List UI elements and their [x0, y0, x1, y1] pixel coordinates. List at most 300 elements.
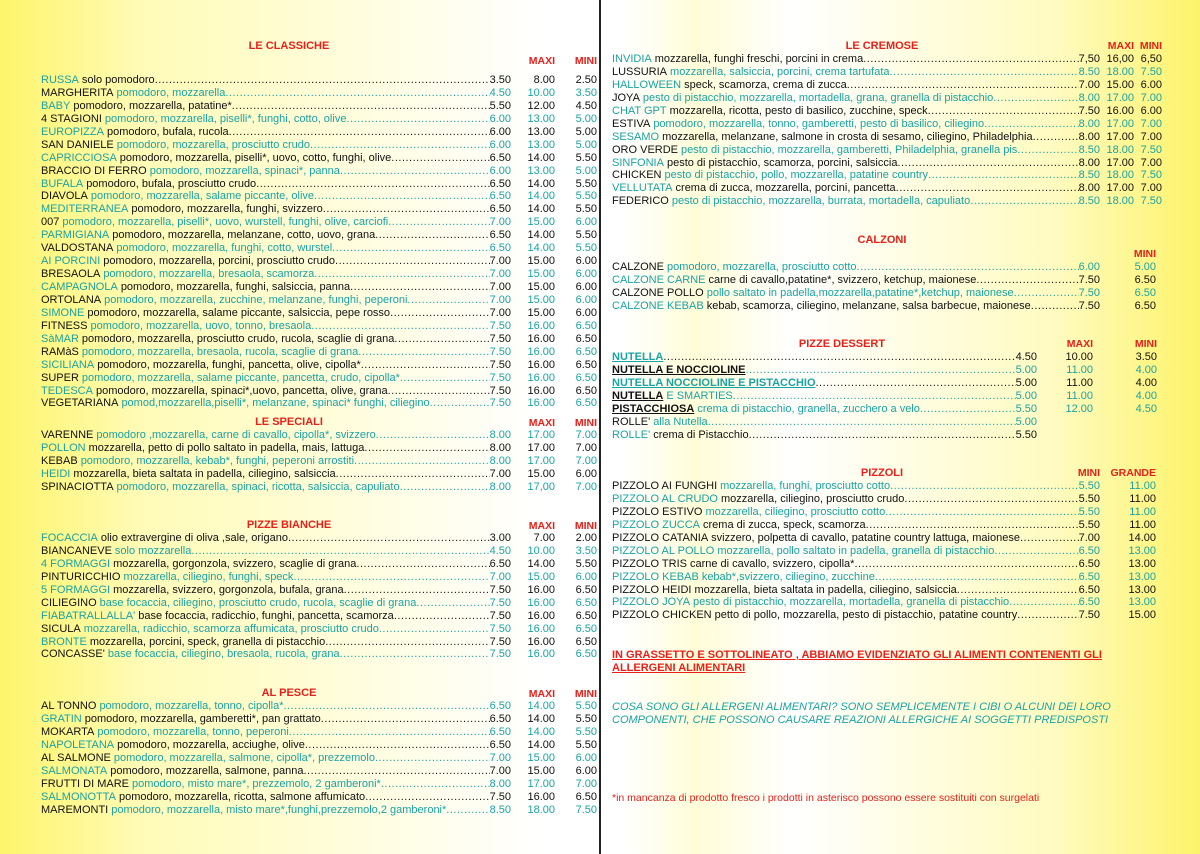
menu-item[interactable] [612, 584, 1156, 597]
menu-item[interactable] [41, 281, 597, 294]
item-description: mozzarella, svizzero, gorgonzola, bufala, grana [113, 583, 344, 596]
menu-item[interactable] [612, 157, 1162, 170]
item-price-mini: 6.50 [575, 609, 597, 622]
item-name: CONCASSE' [41, 648, 105, 661]
item-price-mini: 6.50 [575, 358, 597, 371]
item-main [41, 359, 511, 372]
item-price-mini: 5.50 [575, 177, 597, 190]
item-price-maxi: 12.00 [527, 99, 555, 112]
item-price: 7.00 [489, 293, 511, 306]
leader-dots [400, 372, 490, 385]
item-main [41, 100, 511, 113]
item-price-maxi: 14.00 [527, 557, 555, 570]
menu-item[interactable] [41, 545, 597, 558]
item-description: pomodoro, mozzarella, porcini, prosciutto crudo [103, 255, 336, 268]
item-main [612, 195, 1100, 208]
item-price-maxi: 13.00 [527, 112, 555, 125]
section-title: LE CREMOSE [845, 40, 919, 52]
item-price-grande: 11.00 [1129, 492, 1156, 505]
menu-item[interactable] [41, 791, 597, 804]
menu-item[interactable] [41, 359, 597, 372]
menu-item[interactable] [612, 300, 1156, 313]
section-title: AL PESCE [261, 687, 317, 699]
item-description: pomodoro, mozzarella, prosciutto cotto [666, 261, 857, 273]
menu-item[interactable] [612, 79, 1162, 92]
item-description: mozzarella, gorgonzola, svizzero, scaglie di grana [113, 557, 357, 570]
item-name: NUTELLA NOCCIOLINE E PISTACCHIO [612, 376, 816, 389]
item-description: pomodoro, mozzarella, gamberetti*, pan grattato [84, 712, 321, 725]
item-price: 5.00 [1015, 389, 1037, 402]
leader-dots [364, 442, 489, 455]
item-main [41, 713, 511, 726]
item-description: pomodoro, mozzarella, salame piccante, olive [90, 190, 315, 203]
menu-item[interactable] [41, 532, 597, 545]
leader-dots [350, 281, 489, 294]
item-price: 7.50 [489, 332, 511, 345]
item-list [41, 700, 597, 816]
item-description: mozzarella, funghi freschi, porcini in crema [654, 53, 864, 65]
menu-item[interactable] [41, 113, 597, 126]
column-header-mini: MINI [574, 688, 597, 700]
section-title: PIZZE BIANCHE [246, 519, 332, 531]
item-price-mini: 6.00 [1140, 104, 1162, 117]
item-name: CHICKEN [612, 169, 662, 182]
item-main [612, 274, 1100, 287]
item-main [41, 74, 511, 87]
leader-dots [920, 403, 1016, 416]
menu-item[interactable] [41, 268, 597, 281]
item-price-maxi: 17.00 [527, 429, 555, 441]
item-name: NUTELLA E NOCCIOLINE [612, 363, 746, 376]
item-price: 7.50 [1078, 286, 1100, 299]
menu-item[interactable] [41, 165, 597, 178]
menu-item[interactable] [612, 429, 1157, 442]
menu-item[interactable] [41, 216, 597, 229]
item-description: base focaccia, radicchio, funghi, pancetta, scamorza [138, 609, 394, 622]
item-price: 7.00 [489, 281, 511, 293]
item-price-mini: 6.50 [1134, 286, 1156, 299]
item-price-mini: 7.50 [1140, 169, 1162, 182]
item-main [41, 804, 511, 817]
item-name: NUTELLA [612, 389, 664, 402]
menu-item[interactable] [41, 481, 597, 494]
item-name: PIZZOLO AI FUNGHI [612, 480, 718, 492]
menu-item[interactable] [612, 390, 1157, 403]
leader-dots [314, 190, 490, 203]
menu-item[interactable] [41, 558, 597, 571]
item-description: pomodoro, mozzarella, salame piccante, pancetta, crudo, cipolla* [81, 371, 400, 384]
menu-item[interactable] [612, 131, 1162, 144]
item-price-maxi: 16,00 [1106, 53, 1134, 65]
menu-item[interactable] [612, 364, 1157, 377]
item-price-mini: 6.50 [575, 332, 597, 345]
item-price-mini: 3.50 [575, 86, 597, 99]
menu-item[interactable] [612, 545, 1156, 558]
menu-item[interactable] [41, 610, 597, 623]
item-name: PIZZOLO TRIS [612, 557, 687, 570]
menu-item[interactable] [41, 468, 597, 481]
item-main [612, 144, 1100, 157]
column-header-maxi: MAXI [528, 688, 555, 700]
menu-item[interactable] [612, 274, 1156, 287]
leader-dots [390, 307, 490, 320]
item-main [612, 79, 1100, 92]
item-price-maxi: 16.00 [1106, 104, 1134, 117]
item-price: 4.50 [489, 86, 511, 99]
menu-item[interactable] [612, 66, 1162, 79]
item-main [41, 397, 511, 410]
item-main [41, 623, 511, 636]
item-name: ORO VERDE [612, 143, 679, 156]
leader-dots [310, 139, 490, 152]
item-price-mini: 5.00 [1134, 261, 1156, 273]
menu-item[interactable] [41, 87, 597, 100]
item-name: PIZZOLO CATANIA [612, 531, 709, 544]
item-main [612, 506, 1100, 519]
item-name: PIZZOLO AL POLLO [612, 544, 715, 557]
item-main [612, 609, 1100, 622]
item-price-mini: 2.50 [575, 74, 597, 86]
menu-item[interactable] [612, 609, 1156, 622]
item-price-mini: 4.50 [575, 99, 597, 112]
item-main [612, 493, 1100, 506]
leader-dots [394, 610, 490, 623]
column-header-maxi: MAXI [528, 520, 555, 532]
item-name: FIABATRALLALLA' [41, 609, 136, 622]
item-price: 4.50 [1015, 351, 1037, 363]
menu-item[interactable] [41, 307, 597, 320]
item-description: pomodoro, mozzarella, spinaci, ricotta, salsiccia, capuliato [116, 480, 400, 493]
item-description: pomodoro, mozzarella, salame piccante, salsiccia, pepe rosso [87, 306, 391, 319]
item-main [41, 216, 511, 229]
item-price: 6.50 [489, 177, 511, 190]
item-price-maxi: 14.00 [527, 229, 555, 242]
menu-item[interactable] [41, 126, 597, 139]
leader-dots [897, 157, 1078, 170]
item-price-maxi: 14.00 [527, 151, 555, 164]
leader-dots [365, 791, 489, 804]
item-name: FRUTTI DI MARE [41, 777, 129, 790]
item-price-maxi: 7.00 [533, 532, 555, 544]
menu-item[interactable] [612, 195, 1162, 208]
item-description: pomodoro, mozzarella, kebab*, funghi, peperoni arrostiti [80, 454, 355, 467]
column-header-mini: MINI [1139, 40, 1162, 52]
menu-item[interactable] [612, 519, 1156, 532]
menu-item[interactable] [41, 597, 597, 610]
item-list [612, 351, 1157, 442]
menu-item[interactable] [612, 480, 1156, 493]
item-name: PIZZOLO AL CRUDO [612, 492, 718, 505]
menu-item[interactable] [41, 571, 597, 584]
item-name: BABY [41, 99, 71, 112]
item-price-mini: 6.00 [575, 467, 597, 480]
page-divider [599, 0, 601, 854]
item-name: CALZONE POLLO [612, 286, 704, 299]
menu-item[interactable] [41, 100, 597, 113]
item-description: mozzarella, pollo saltato in padella, granella di pistacchio [717, 544, 995, 557]
menu-item[interactable] [41, 372, 597, 385]
item-price-maxi: 11.00 [1066, 376, 1093, 389]
item-description: mozzarella, ciliegino, funghi, speck [123, 570, 294, 583]
item-price-maxi: 16.00 [527, 596, 555, 609]
item-name: RAMàS [41, 345, 79, 358]
menu-item[interactable] [612, 403, 1157, 416]
item-list [612, 53, 1162, 208]
menu-item[interactable] [41, 203, 597, 216]
menu-item[interactable] [41, 584, 597, 597]
menu-item[interactable] [41, 320, 597, 333]
column-header-maxi: MAXI [1066, 338, 1093, 350]
menu-item[interactable] [41, 385, 597, 398]
menu-item[interactable] [41, 294, 597, 307]
menu-item[interactable] [612, 571, 1156, 584]
menu-item[interactable] [612, 596, 1156, 609]
menu-item[interactable] [41, 804, 597, 817]
item-price-maxi: 15.00 [527, 281, 555, 293]
item-price-mini: 6.00 [575, 306, 597, 319]
item-price-mini: 6,50 [1140, 53, 1162, 65]
item-main [612, 596, 1100, 609]
item-price: 7.50 [489, 345, 511, 358]
menu-item[interactable] [41, 242, 597, 255]
item-description: pomodoro, mozzarella, piselli*, uovo, cotto, funghi, olive [119, 151, 392, 164]
item-main [41, 203, 511, 216]
item-price-maxi: 18.00 [1106, 65, 1134, 78]
item-price-maxi: 10.00 [527, 544, 555, 557]
item-description: pomodoro, mozzarella [116, 86, 226, 99]
item-price: 7.50 [489, 583, 511, 596]
menu-item[interactable] [41, 397, 597, 410]
menu-item[interactable] [41, 752, 597, 765]
item-price-maxi: 15.00 [527, 751, 555, 764]
menu-item[interactable] [612, 506, 1156, 519]
item-description: solo pomodoro [81, 74, 155, 86]
item-description: pomodoro, mozzarella, prosciutto crudo [116, 138, 310, 151]
menu-item[interactable] [41, 74, 597, 87]
item-price: 7.50 [489, 635, 511, 648]
menu-item[interactable] [612, 92, 1162, 105]
leader-dots [1017, 609, 1078, 622]
leader-dots [875, 571, 1079, 584]
item-name: SAN DANIELE [41, 138, 114, 151]
item-price-grande: 15.00 [1128, 609, 1156, 622]
item-main [41, 190, 511, 203]
item-price-mini: 6.00 [575, 216, 597, 229]
item-main [41, 229, 511, 242]
item-description: pomodoro, mozzarella, acciughe, olive [117, 738, 305, 751]
item-description: speck, scamorza, crema di zucca [684, 78, 847, 91]
item-price-mini: 6.00 [575, 293, 597, 306]
item-price-maxi: 13.00 [527, 164, 555, 177]
item-price: 3.50 [489, 74, 511, 86]
menu-item[interactable] [41, 139, 597, 152]
item-description: pomodoro, mozzarella, funghi, salsiccia, panna [120, 281, 351, 293]
menu-item[interactable] [612, 287, 1156, 300]
menu-item[interactable] [41, 442, 597, 455]
item-price-mini: 6.00 [575, 764, 597, 777]
item-price-mini: 5.00 [575, 138, 597, 151]
item-price-maxi: 14.00 [527, 738, 555, 751]
item-price-maxi: 17.00 [527, 441, 555, 454]
item-price: 8.00 [489, 441, 511, 454]
menu-item[interactable] [41, 429, 597, 442]
item-price-mini: 5.00 [575, 112, 597, 125]
item-description: pomodoro, mozzarella, patatine* [73, 99, 232, 112]
section-title: PIZZE DESSERT [798, 338, 886, 350]
leader-dots [379, 623, 490, 636]
menu-item[interactable] [41, 255, 597, 268]
item-main [41, 558, 511, 571]
item-price-mini: 5.50 [575, 151, 597, 164]
menu-item[interactable] [612, 144, 1162, 157]
menu-item[interactable] [41, 700, 597, 713]
item-price-mini: 4.00 [1135, 389, 1157, 402]
menu-item[interactable] [612, 105, 1162, 118]
item-price: 7.50 [489, 622, 511, 635]
item-price: 7.00 [1078, 531, 1100, 544]
item-price: 7.00 [489, 467, 511, 480]
item-description: mozzarella, salsiccia, porcini, crema tartufata [670, 65, 890, 78]
menu-item[interactable] [41, 648, 597, 661]
item-price-mini: 6.00 [575, 281, 597, 293]
item-price: 6.50 [1078, 583, 1100, 596]
leader-dots [376, 429, 490, 442]
menu-item[interactable] [41, 778, 597, 791]
item-price: 7.00 [489, 268, 511, 281]
leader-dots [283, 700, 489, 713]
item-price: 8.50 [1078, 169, 1100, 182]
item-description: petto di pollo, mozzarella, pesto di pistacchio, patatine country [714, 609, 1018, 622]
item-name: SALMONOTTA [41, 790, 116, 803]
menu-item[interactable] [41, 346, 597, 359]
item-price-maxi: 11.00 [1066, 363, 1093, 376]
menu-item[interactable] [41, 726, 597, 739]
item-name: TEDESCA [41, 384, 93, 397]
leader-dots [191, 545, 489, 558]
leader-dots [311, 320, 489, 333]
item-main [41, 791, 511, 804]
item-price-mini: 5.50 [575, 190, 597, 203]
menu-item[interactable] [612, 532, 1156, 545]
item-price: 8.00 [489, 777, 511, 790]
leader-dots [1033, 131, 1079, 144]
item-price: 7,50 [1078, 53, 1100, 65]
item-price-mini: 6.00 [575, 570, 597, 583]
menu-item[interactable] [41, 152, 597, 165]
menu-item[interactable] [612, 351, 1157, 364]
item-description: crema di pistacchio, granella, zucchero a velo [697, 402, 920, 415]
leader-dots [1031, 300, 1079, 313]
item-price: 7.50 [1078, 104, 1100, 117]
item-price-mini: 4.50 [1135, 402, 1157, 415]
item-main [612, 416, 1037, 429]
menu-item[interactable] [41, 333, 597, 346]
menu-item[interactable] [612, 377, 1157, 390]
leader-dots [356, 558, 489, 571]
column-header-mini: MINI [574, 55, 597, 67]
item-price: 8.50 [1078, 65, 1100, 78]
item-description: pomodoro, bufala, prosciutto crudo [86, 177, 257, 190]
leader-dots [957, 584, 1079, 597]
menu-item[interactable] [612, 558, 1156, 571]
menu-item[interactable] [41, 455, 597, 468]
item-main [41, 139, 511, 152]
menu-item[interactable] [612, 261, 1156, 274]
item-description: mozzarella, ricotta, pesto di basilico, zucchine, speck [669, 104, 928, 117]
item-main [41, 442, 511, 455]
menu-item[interactable] [41, 739, 597, 752]
item-main [41, 255, 511, 268]
item-main [612, 403, 1037, 416]
menu-item[interactable] [41, 636, 597, 649]
menu-item[interactable] [41, 229, 597, 242]
item-name: PISTACCHIOSA [612, 402, 695, 415]
item-price-maxi: 14.00 [527, 242, 555, 255]
menu-item[interactable] [612, 118, 1162, 131]
item-name: RUSSA [41, 74, 79, 86]
menu-item[interactable] [41, 190, 597, 203]
item-price: 6.50 [489, 700, 511, 712]
column-header-mini: MINI [1077, 467, 1100, 479]
item-price-maxi: 15.00 [527, 216, 555, 229]
item-price-mini: 5.50 [575, 557, 597, 570]
menu-item[interactable] [41, 765, 597, 778]
leader-dots [896, 182, 1079, 195]
allergen-info: COSA SONO GLI ALLERGENI ALIMENTARI? SONO SEMPLICEMENTE I CIBI O ALCUNI DEI LORO COMPONENTI, CHE POSSONO CAUSARE REAZIONI ALLERGICHE AI SOGGETTI PREDISPOSTI [612, 701, 1111, 726]
item-price-maxi: 15.00 [527, 255, 555, 268]
item-price: 7.50 [489, 648, 511, 661]
item-main [41, 700, 511, 713]
item-description: pomodoro, mozzarella, ricotta, salmone affumicato [118, 790, 366, 803]
item-main [41, 455, 511, 468]
menu-item[interactable] [612, 493, 1156, 506]
item-price-maxi: 13.00 [527, 125, 555, 138]
item-main [612, 351, 1037, 364]
menu-item[interactable] [41, 623, 597, 636]
item-description: pomodoro, bufala, rucola [106, 125, 229, 138]
item-name: FITNESS [41, 319, 88, 332]
item-price-grande: 13.00 [1128, 570, 1156, 583]
item-price: 3.00 [489, 532, 511, 544]
leader-dots [340, 648, 490, 661]
item-price-mini: 7.00 [1140, 130, 1162, 143]
item-main [41, 307, 511, 320]
item-price: 6.50 [489, 229, 511, 242]
item-main [612, 545, 1100, 558]
menu-item[interactable] [612, 53, 1162, 66]
frozen-notice: *in mancanza di prodotto fresco i prodotti in asterisco possono essere sostituiti con surgelati [612, 792, 1040, 804]
menu-item[interactable] [612, 416, 1157, 429]
menu-item[interactable] [612, 182, 1162, 195]
item-price-maxi: 14.00 [527, 203, 555, 216]
item-price-maxi: 14.00 [527, 177, 555, 190]
item-main [41, 584, 511, 597]
leader-dots [847, 79, 1079, 92]
menu-item[interactable] [41, 178, 597, 191]
item-price-mini: 5.50 [575, 700, 597, 712]
item-main [41, 372, 511, 385]
item-description: pesto di pistacchio, pollo, mozzarella, patatine country [664, 169, 929, 182]
leader-dots [976, 274, 1078, 287]
menu-item[interactable] [41, 713, 597, 726]
menu-item[interactable] [612, 169, 1162, 182]
item-price-mini: 6.50 [575, 319, 597, 332]
item-price-maxi: 18.00 [527, 803, 555, 816]
item-price: 6.50 [1078, 544, 1100, 557]
column-header-mini: MINI [1133, 248, 1156, 260]
item-price-maxi: 14.00 [527, 700, 555, 712]
item-description: mozzarella, ciliegino, prosciutto crudo [720, 492, 905, 505]
